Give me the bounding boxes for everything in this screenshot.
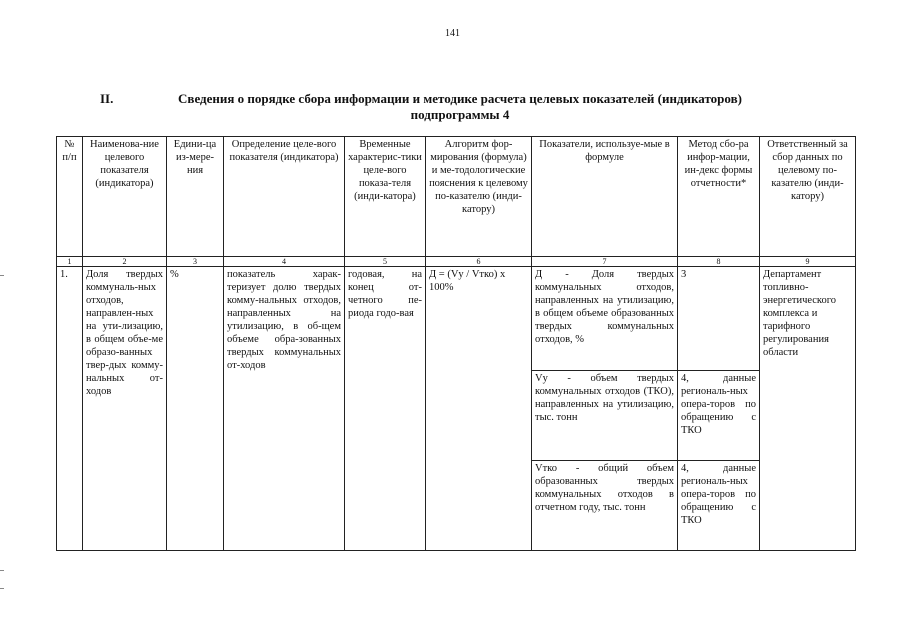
column-number: 7	[532, 257, 678, 267]
responsible-body: Департамент топливно-энергетического комплекса и тарифного регулирования области	[760, 267, 856, 551]
indicator-name: Доля твердых коммуналь-ных отходов, направлен-ных на ути-лизацию, в общем объе-ме образо-ванных твер-дых комму-нальных от-ходов	[83, 267, 167, 551]
header-cell: Ответственный за сбор данных по целевому по-казателю (инди-катору)	[760, 137, 856, 257]
column-number: 8	[678, 257, 760, 267]
column-number: 6	[426, 257, 532, 267]
page-number: 141	[445, 28, 460, 39]
header-cell: Определение целе-вого показателя (индикатора)	[224, 137, 345, 257]
section-title-line-1: Сведения о порядке сбора информации и методике расчета целевых показателей (индикаторов)	[178, 91, 742, 106]
indicator-unit: %	[167, 267, 224, 551]
indicator-timing: годовая, на конец от-четного пе-риода годо-вая	[345, 267, 426, 551]
formula-indicator: Vу - объем твердых коммунальных отходов (ТКО), направленных на утилизацию, тыс. тонн	[532, 371, 678, 461]
header-cell: Наименова-ние целевого показателя (индикатора)	[83, 137, 167, 257]
margin-mark	[0, 275, 4, 276]
formula-indicator: Д - Доля твердых коммунальных отходов, направленных на утилизацию, в общем объеме образованных твердых коммунальных отходов, %	[532, 267, 678, 371]
margin-mark	[0, 570, 4, 571]
column-number-row	[57, 257, 856, 267]
indicator-definition: показатель харак-теризует долю твердых комму-нальных отходов, направленных на утилизацию, в об-щем объеме обра-зованных твердых коммунальных от-ходов	[224, 267, 345, 551]
indicators-table	[56, 136, 856, 551]
collection-method: 3	[678, 267, 760, 371]
section-number: II.	[100, 91, 114, 106]
section-title-line-2: подпрограммы 4	[410, 107, 510, 122]
header-cell: Временные характерис-тики целе-вого показа-теля (инди-катора)	[345, 137, 426, 257]
table-row	[57, 267, 856, 371]
collection-method: 4, данные региональ-ных опера-торов по обращению с ТКО	[678, 371, 760, 461]
column-number: 9	[760, 257, 856, 267]
formula-indicator: Vтко - общий объем образованных твердых коммунальных отходов в отчетном году, тыс. тонн	[532, 461, 678, 551]
column-number: 3	[167, 257, 224, 267]
header-row	[57, 137, 856, 257]
margin-mark	[0, 588, 4, 589]
header-cell: Показатели, используе-мые в формуле	[532, 137, 678, 257]
collection-method: 4, данные региональ-ных опера-торов по обращению с ТКО	[678, 461, 760, 551]
section-title	[100, 91, 820, 123]
row-number: 1.	[57, 267, 83, 551]
column-number: 5	[345, 257, 426, 267]
column-number: 1	[57, 257, 83, 267]
header-cell: Едини-ца из-мере-ния	[167, 137, 224, 257]
header-cell: № п/п	[57, 137, 83, 257]
column-number: 2	[83, 257, 167, 267]
indicator-formula: Д = (Vу / Vтко) х 100%	[426, 267, 532, 551]
header-cell: Метод сбо-ра инфор-мации, ин-декс формы отчетности*	[678, 137, 760, 257]
column-number: 4	[224, 257, 345, 267]
header-cell: Алгоритм фор-мирования (формула) и ме-тодологические пояснения к целевому по-казателю (инди-катору)	[426, 137, 532, 257]
